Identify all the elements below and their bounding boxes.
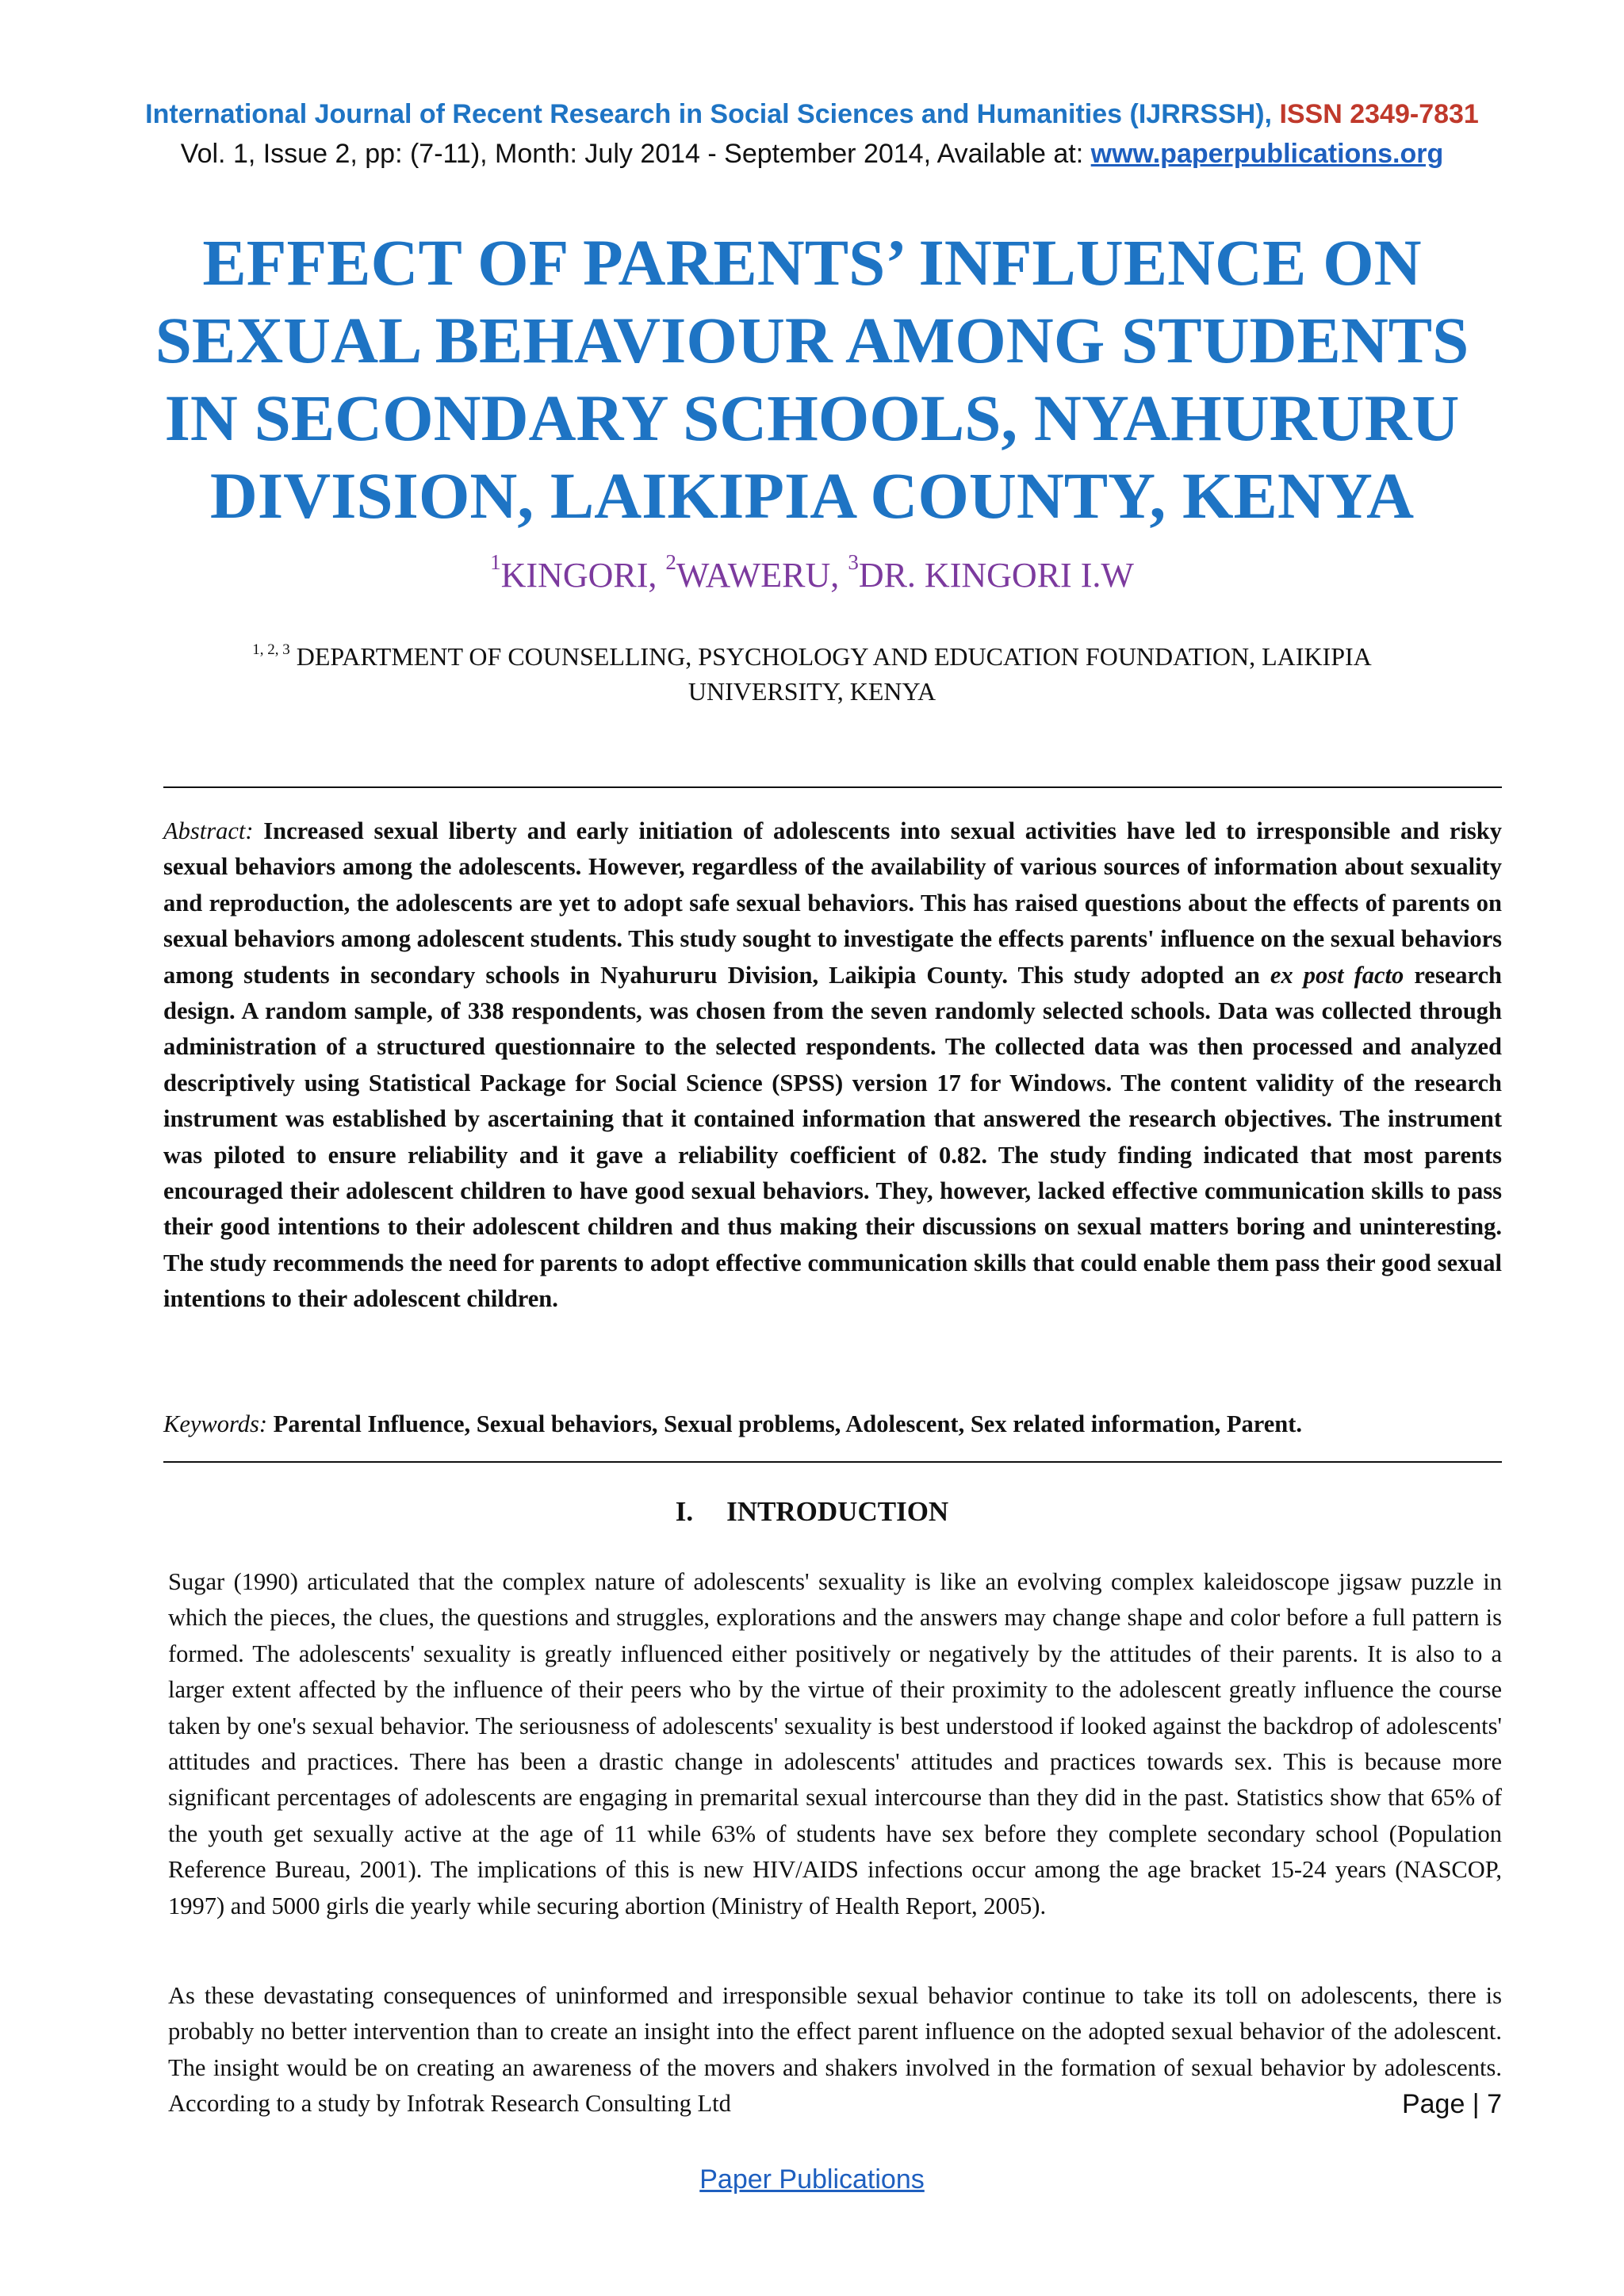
keywords [163, 1406, 1502, 1442]
journal-name: International Journal of Recent Research in Social Sciences and Humanities (IJRRSSH), [145, 99, 1272, 129]
paper-title [111, 224, 1513, 534]
journal-website-link[interactable]: www.paperpublications.org [1090, 139, 1444, 169]
author-sup: 2 [665, 550, 676, 574]
abstract [163, 813, 1502, 1318]
affiliation-text: DEPARTMENT OF COUNSELLING, PSYCHOLOGY AND EDUCATION FOUNDATION, LAIKIPIA UNIVERSITY, KENYA [289, 642, 1372, 706]
page-number: Page | 7 [1401, 2089, 1502, 2119]
affiliation-sup: 1, 2, 3 [252, 641, 290, 658]
author-name: DR. KINGORI I.W [858, 556, 1134, 595]
divider-top [163, 786, 1502, 788]
abstract-text: Increased sexual liberty and early initiation of adolescents into sexual activities have led to irresponsible and risky sexual behaviors among the adolescents. However, regardless of the availability of various sources of information about sexuality and reproduction, the adolescents are yet to adopt safe sexual behaviors. This has raised questions about the effects of parents on sexual behaviors among adolescent students. This study sought to investigate the effects parents' influence on the sexual behaviors among students in secondary schools in Nyahururu Division, Laikipia County. This study adopted an [163, 817, 1502, 989]
title-line: IN SECONDARY SCHOOLS, NYAHURURU [164, 381, 1460, 454]
issn: ISSN 2349-7831 [1279, 99, 1479, 129]
keywords-text: Parental Influence, Sexual behaviors, Sexual problems, Adolescent, Sex related information, Parent. [267, 1410, 1303, 1437]
author-list [0, 550, 1624, 598]
journal-issue-line [0, 136, 1624, 171]
author-sup: 1 [490, 550, 501, 574]
abstract-text: research design. A random sample, of 338 respondents, was chosen from the seven randomly selected schools. Data was collected through administration of a structured questionnaire to the selected respondents. The collected data was then processed and analyzed descriptively using Statistical Package for Social Science (SPSS) version 17 for Windows. The content validity of the research instrument was established by ascertaining that it contained information that answered the research objectives. The instrument was piloted to ensure reliability and it gave a reliability coefficient of 0.82. The study finding indicated that most parents encouraged their adolescent children to have good sexual behaviors. They, however, lacked effective communication skills to pass their good intentions to their adolescent children and thus making their discussions on sexual matters boring and uninteresting. The study recommends the need for parents to adopt effective communication skills that could enable them pass their good sexual intentions to their adolescent children. [163, 961, 1502, 1313]
section-heading [0, 1494, 1624, 1530]
author-name: WAWERU, [676, 556, 848, 595]
author-sup: 3 [848, 550, 859, 574]
title-line: SEXUAL BEHAVIOUR AMONG STUDENTS [155, 304, 1469, 377]
author-name: KINGORI, [500, 556, 666, 595]
title-line: DIVISION, LAIKIPIA COUNTY, KENYA [209, 459, 1415, 532]
issue-text: Vol. 1, Issue 2, pp: (7-11), Month: July 2014 - September 2014, Available at: [180, 139, 1091, 169]
body-paragraph: As these devastating consequences of uninformed and irresponsible sexual behavior continue to take its toll on adolescents, there is probably no better intervention than to create an insight into the effect parent influence on the adopted sexual behavior of the adolescent. The insight would be on creating an awareness of the movers and shakers involved in the formation of sexual behavior by adolescents. According to a study by Infotrak Research Consulting Ltd [168, 1982, 1502, 2118]
footer [0, 2162, 1624, 2197]
abstract-italic-term: ex post facto [1270, 961, 1404, 989]
journal-header [0, 97, 1624, 132]
section-number: I. [675, 1496, 694, 1527]
title-line: EFFECT OF PARENTS’ INFLUENCE ON [202, 226, 1422, 299]
footer-publisher-link[interactable]: Paper Publications [699, 2164, 925, 2195]
affiliation [174, 639, 1450, 709]
section-title: INTRODUCTION [726, 1496, 949, 1527]
abstract-label: Abstract: [163, 817, 254, 844]
divider-bottom [163, 1461, 1502, 1463]
keywords-label: Keywords: [163, 1410, 268, 1437]
body-paragraph: Sugar (1990) articulated that the complex nature of adolescents' sexuality is like an evolving complex kaleidoscope jigsaw puzzle in which the pieces, the clues, the questions and struggles, explorations and the answers may change shape and color before a full pattern is formed. The adolescents' sexuality is greatly influenced either positively or negatively by the attitudes of their parents. It is also to a larger extent affected by the influence of their peers who by the virtue of their proximity to the adolescent greatly influence the course taken by one's sexual behavior. The seriousness of adolescents' sexuality is best understood if looked against the backdrop of adolescents' attitudes and practices. There has been a drastic change in adolescents' attitudes and practices towards sex. This is because more significant percentages of adolescents are engaging in premarital sexual intercourse than they did in the past. Statistics show that 65% of the youth get sexually active at the age of 11 while 63% of students have sex before they complete secondary school (Population Reference Bureau, 2001). The implications of this is new HIV/AIDS infections occur among the age bracket 15-24 years (NASCOP, 1997) and 5000 girls die yearly while securing abortion (Ministry of Health Report, 2005). [168, 1568, 1502, 1919]
